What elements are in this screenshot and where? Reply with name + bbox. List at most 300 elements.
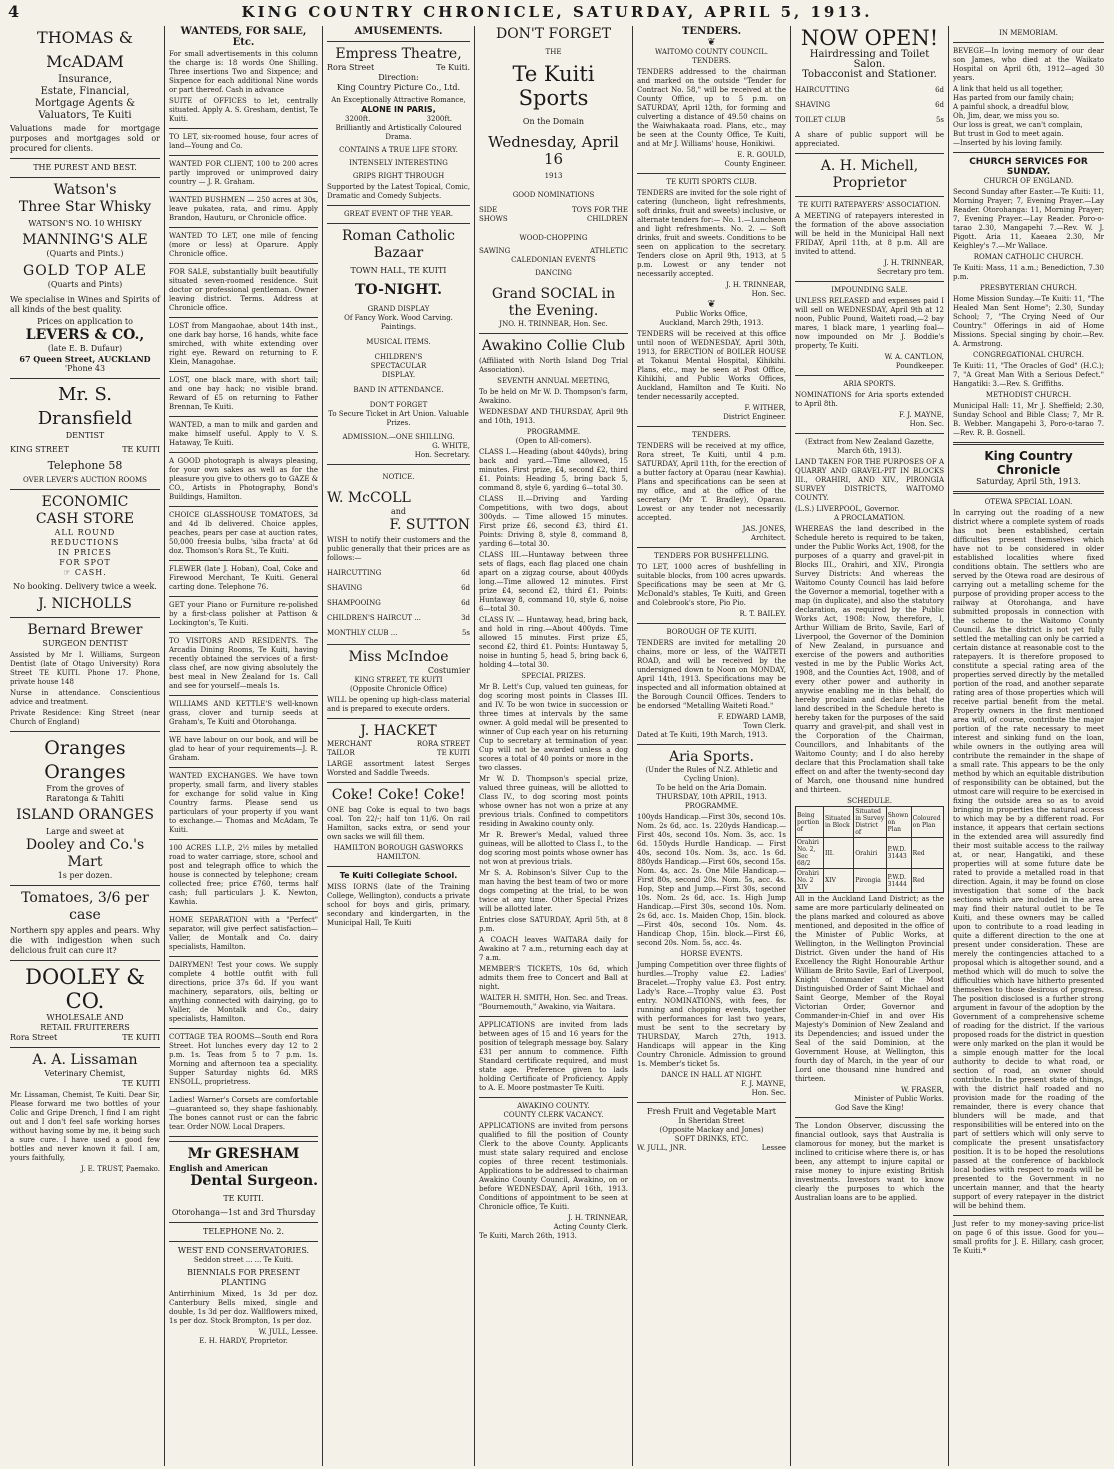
poem-line: A link that held us all together, bbox=[953, 85, 1063, 93]
gazette-body2: All in the Auckland Land District; as the same are more particularly delineated on the plans marked and coloured as above mentioned, and deposited in the office of the Minister of Public Works, at Wellington, in the Wellington Provincial District. Given under the hand of His Excellency the Right Honourable Arthur William de Brito Savile, Earl of Liverpool, Knight Commander of the Most Distinguished Order of Saint Michael and Saint George, Member of the Royal Victorian Order, Governor and Commander-in-Chief in and over His Majesty's Dominion of New Zealand and its Dependencies; and issued under the Seal of the said Dominion, at the Government House, at Wellington, this fourth day of March, in the year of our Lord one thousand nine hundred and thirteen. bbox=[795, 895, 944, 1083]
biennials-body: Antirrhinium Mixed, 1s 3d per doz. Canterbury Bells mixed, single and double, 1s 3d per doz. Wallflowers mixed, 1s per doz. Stock Brompton, 1s per doz. bbox=[169, 1290, 318, 1325]
price-row bbox=[795, 101, 944, 110]
tomatoes-body: Northern spy apples and pears. Why die with indigestion when such delicious fruit can cure it? bbox=[10, 926, 160, 955]
wines-text: We specialise in Wines and Spirits of all kinds of the best quality. bbox=[10, 295, 160, 314]
ratepayers-sign: J. H. TRINNEAR, bbox=[884, 259, 944, 267]
brewer-sub: SURGEON DENTIST bbox=[42, 639, 128, 648]
oranges-large: Large and sweet at bbox=[45, 827, 125, 836]
wanted-ad: 100 ACRES L.I.P., 2½ miles by metalled road to water carriage, store, school and post and telegraph office to which the house is connected by telephone; cream collected free; price £760, terms half cash; full particulars J. K. Newton, Kawhia. bbox=[169, 844, 318, 906]
tenders2-sign: JAS. JONES, bbox=[742, 525, 786, 533]
sports-sawing: SAWING bbox=[479, 247, 511, 255]
church-name: CHURCH OF ENGLAND. bbox=[983, 177, 1074, 185]
gresham-town: TE KUITI. bbox=[223, 1194, 264, 1203]
notice-head: NOTICE. bbox=[382, 473, 415, 481]
ratepayers-title: TE KUITI RATEPAYERS' ASSOCIATION. bbox=[798, 201, 941, 209]
bazaar-children: CHILDREN'S bbox=[374, 353, 423, 361]
county-date: Te Kuiti, March 26th, 1913. bbox=[479, 1232, 577, 1240]
collie-held: To be held on Mr W. D. Thompson's farm, Awakino. bbox=[479, 388, 628, 405]
gazette-land: LAND TAKEN FOR THE PURPOSES OF A QUARRY AND GRAVEL-PIT IN BLOCKS III., ORAHIRI, AND XIV., PIRONGIA SURVEY DISTRICTS, WAITOMO COUNTY. bbox=[795, 458, 944, 502]
column-2 bbox=[164, 26, 322, 1466]
schedule-cell: XIV bbox=[823, 869, 853, 893]
ratepayers-role: Secretary pro tem. bbox=[877, 268, 944, 276]
aria-notice-sign: F. J. MAYNE, bbox=[899, 411, 944, 419]
aria-rules: (Under the Rules of N.Z. Athletic and Cycling Union). bbox=[645, 766, 778, 783]
collie-dates: WEDNESDAY AND THURSDAY, April 9th and 10th, 1913. bbox=[479, 408, 628, 425]
publicworks-role: District Engineer. bbox=[723, 413, 786, 421]
wanted-ad: FLEWER (late J. Hoban), Coal, Coke and Firewood Merchant, Te Kuiti. General carting done. Telephone 76. bbox=[169, 565, 318, 591]
schedule-cell: Orahiri bbox=[854, 838, 886, 869]
price-item: SHAMPOOING bbox=[327, 599, 381, 607]
price-item: HAIRCUTTING bbox=[795, 86, 850, 94]
money-notice: Just refer to my money-saving price-list on page 6 of this issue. Good for you—small profits for J. E. Hillary, cash grocer, Te Kuiti.* bbox=[953, 1220, 1104, 1255]
price-value: 6d bbox=[461, 584, 470, 592]
thomas-note: Valuations made for mortgage purposes and mortgages sold or procured for clients. bbox=[10, 124, 160, 153]
church-body: Te Kuiti: Mass, 11 a.m.; Benediction, 7.30 p.m. bbox=[953, 264, 1104, 281]
gazette-procl: A PROCLAMATION. bbox=[834, 514, 905, 522]
schedule-table bbox=[795, 806, 944, 893]
aria-notice-role: Hon. Sec. bbox=[909, 420, 944, 428]
poem-line: Has parted from our family chain; bbox=[953, 94, 1074, 102]
publicworks-title: Public Works Office, bbox=[675, 310, 748, 318]
schedule-header: Situated in Survey District of bbox=[854, 807, 886, 838]
gazette-schedule: SCHEDULE. bbox=[847, 797, 892, 805]
price-item: SHAVING bbox=[327, 584, 363, 592]
bazaar-white: G. WHITE, bbox=[432, 442, 470, 450]
church-name: METHODIST CHURCH. bbox=[985, 391, 1072, 399]
collie-affil: (Affiliated with North Island Dog Trial Association). bbox=[479, 357, 628, 374]
publicworks-sign: F. WITHER, bbox=[744, 404, 786, 412]
mccoll-name: W. McCOLL bbox=[327, 490, 411, 506]
page-number: 4 bbox=[8, 2, 20, 21]
collie-class: CLASS I.—Heading (about 440yds), bring back and yard.—Time allowed, 15 minutes. First prize, £4, second £2, third £1. Points: Heading 5, bring back 5, command 8, style 6, yarding 6—total 30. bbox=[479, 448, 628, 492]
price-row bbox=[795, 116, 944, 125]
borough-date: Dated at Te Kuiti, 19th March, 1913. bbox=[637, 731, 768, 739]
lissaman-letter: Mr. Lissaman, Chemist, Te Kuiti. Dear Sir, Please forward me two bottles of your Colic and Gripe Drench, I find I am right out and I don't feel safe working horses without having some by me, it being such a sure cure. I have used a good few bottles and never known it fail. I am, yours faithfully, bbox=[10, 1091, 160, 1162]
gazette-body1: WHEREAS the land described in the Schedule hereto is required to be taken, under the Public Works Act, 1908, for the purposes of a quarry and gravel-pit in Blocks III., Orahiri, and XIV., Pirongia Survey Districts: And whereas the Waitomo County Council has laid before the Governor a memorial, together with a map (in duplicate), and also the statutory declaration, as required by the Public Works Act, 1908: Now, therefore, I, Arthur William de Brito, Savile, Earl of Liverpool, the Governor of the Dominion of New Zealand, in pursuance and exercise of the powers and authorities vested in me by the Public Works Act, 1908, and the Counties Act, 1908, and of every other power and authority in anywise enabling me in this behalf, do hereby proclaim and declare that the land described in the Schedule hereto is hereby taken for the purposes of the said quarry and gravel-pit, and shall vest in the Corporation of the Chairman, Councillors, and Inhabitants of the Waitomo County; and I do also hereby declare that this Proclamation shall take effect on and after the twenty-second day of March, one thousand nine hundred and thirteen. bbox=[795, 525, 944, 794]
borough-role: Town Clerk. bbox=[743, 722, 786, 730]
line: REDUCTIONS bbox=[50, 538, 120, 547]
sports-date: Wednesday, April 16 bbox=[488, 133, 619, 168]
empress-supported: Supported by the Latest Topical, Comic, Dramatic and Comedy Subjects. bbox=[327, 183, 470, 200]
mcindoe-sub: Costumier bbox=[427, 666, 470, 675]
sports-side: SIDE bbox=[479, 206, 498, 214]
aria-notice-title: ARIA SPORTS. bbox=[843, 380, 896, 388]
gresham-title: Mr GRESHAM bbox=[187, 1146, 300, 1162]
line: ☞ CASH. bbox=[63, 568, 107, 577]
masthead: KING COUNTRY CHRONICLE, SATURDAY, APRIL 5, 1913. bbox=[241, 3, 873, 21]
sports-trinnear: JNO. H. TRINNEAR, Hon. Sec. bbox=[499, 320, 608, 328]
price-value: 6d bbox=[935, 101, 944, 109]
dooley-co-town: TE KUITI bbox=[122, 1033, 160, 1042]
collie-special-item: Entries close SATURDAY, April 5th, at 8 p.m. bbox=[479, 916, 628, 933]
levers-title: LEVERS & CO., bbox=[25, 327, 145, 343]
gazette-role: Minister of Public Works. bbox=[854, 1095, 944, 1103]
collie-place: "Bournemouth," Awakino, via Waitara. bbox=[479, 1003, 616, 1011]
wanted-ad: SUITE of OFFICES to let, centrally situated. Apply A. S. Gresham, dentist, Te Kuiti. bbox=[169, 97, 318, 123]
sports-social: Grand SOCIAL in the Evening. bbox=[491, 286, 616, 319]
dooley-co-sub2: RETAIL FRUITERERS bbox=[40, 1023, 130, 1032]
aria-horse: HORSE EVENTS. bbox=[680, 950, 743, 958]
collie-class: CLASS IV. — Huntaway, head, bring back, and hold in ring.—About 400yds. Time allowed 15 minutes. First prize £5, second £2, third £1. Points: Huntaway 5, noise in hunting 5, head 5, bring back 6, holding 4—total 30. bbox=[479, 616, 628, 669]
coke-body: ONE bag Coke is equal to two bags coal. Ton 22/-; half ton 11/6. On rail Hamilton, sacks extra, or send your own sacks we will fill them. bbox=[327, 806, 470, 841]
empress-film: ALONE IN PARIS, bbox=[361, 105, 436, 114]
price-value: 5s bbox=[461, 629, 470, 637]
collie-programme: PROGRAMME. bbox=[526, 428, 581, 436]
bazaar-band: BAND IN ATTENDANCE. bbox=[353, 386, 444, 394]
levers-phone: 'Phone 43 bbox=[64, 364, 106, 373]
sports-domain: On the Domain bbox=[522, 117, 585, 126]
sports-nominations: GOOD NOMINATIONS bbox=[512, 191, 595, 199]
dransfield-title: Mr. S. Dransfield bbox=[37, 384, 133, 429]
church-head: CHURCH SERVICES FOR SUNDAY. bbox=[969, 157, 1088, 177]
bazaar-sec: Hon. Secretary. bbox=[414, 451, 470, 459]
empress-romance: An Exceptionally Attractive Romance, bbox=[331, 96, 466, 104]
empress-coloured: Brilliantly and Artistically Coloured Drama. bbox=[335, 124, 462, 141]
impounding-role: Poundkeeper. bbox=[895, 362, 944, 370]
impounding-sign: W. A. CANTLON, bbox=[884, 353, 944, 361]
memoriam-body: BEVEGE—In loving memory of our dear son James, who died at the Waikato Hospital on April 6th, 1912—aged 30 years. bbox=[953, 47, 1104, 82]
salon-price-list bbox=[795, 86, 944, 125]
impounding-body: UNLESS RELEASED and expenses paid I will sell on WEDNESDAY, April 9th at 12 noon, Public Pound, Waiteti road,—2 bay mares, 1 black mare, 1 yearling foal—now impounded on Mr J. Boddie's property, Te Kuiti. bbox=[795, 297, 944, 350]
conservatories-lessee: W. JULL, Lessee. bbox=[258, 1328, 318, 1336]
dransfield-town: TE KUITI bbox=[122, 445, 160, 454]
schedule-cell: III. bbox=[823, 838, 853, 869]
conservatories-line: Seddon street ... ... Te Kuiti. bbox=[193, 1256, 294, 1264]
poem-line: Our loss is great, we can't complain, bbox=[953, 121, 1083, 129]
bazaar-fancy: Of Fancy Work. Wood Carving. Paintings. bbox=[344, 314, 453, 331]
sports-children: CHILDREN bbox=[587, 215, 628, 223]
wanted-ads-list bbox=[169, 97, 318, 1137]
ratepayers-body: A MEETING of ratepayers interested in the formation of the above association will be held in the Municipal Hall next FRIDAY, April 11th, at 8 p.m. All are invited to attend. bbox=[795, 212, 944, 256]
wanted-ad: TO LET, six-roomed house, four acres of land—Young and Co. bbox=[169, 133, 318, 150]
sportsclub-title: TE KUITI SPORTS CLUB. bbox=[666, 178, 757, 186]
dransfield-phone: Telephone 58 bbox=[47, 459, 123, 472]
column-5 bbox=[632, 26, 790, 1466]
sports-shows: SHOWS bbox=[479, 215, 508, 223]
county-vacancy: COUNTY CLERK VACANCY. bbox=[503, 1111, 604, 1119]
notice-price-list bbox=[327, 569, 470, 638]
county-body: APPLICATIONS are invited from persons qualified to fill the position of County Clerk to the above County. Applicants must state salary required and enclose copies of three recent testimonials. Applications to be addressed to chairman Awakino County Council, Awakino, on or before WEDNESDAY, April 16th, 1913. Conditions of appointment to be seen at Chronicle office, Te Kuiti. bbox=[479, 1122, 628, 1211]
bushfelling-title: TENDERS FOR BUSHFELLING. bbox=[654, 552, 769, 560]
wanted-ad: LOST from Mangaohae, about 14th inst., one dark bay horse, 16 hands, white face smirched, with white extending over right eye. Reward on returning to F. Klein, Managohae. bbox=[169, 322, 318, 366]
line: Estate, Financial, bbox=[40, 86, 130, 97]
watsons-title: Watson's bbox=[53, 182, 117, 198]
church-body: Home Mission Sunday.—Te Kuiti: 11, "The Healed Man Sent Home"; 2.30, Sunday School; 7, "The Crying Need of Our Country." Offerings in aid of Home Missions. Special singing by choir.—Rev. A. Armstrong. bbox=[953, 295, 1104, 348]
dransfield-sub: DENTIST bbox=[65, 431, 105, 440]
church-body: Municipal Hall: 11, Mr J. Sheffield; 2.30, Sunday School and Bible Class; 7, Mr R. B. Webber. Mangapehi 3, Poro-o-tarao 7.—Rev. R. B. Gosnell. bbox=[953, 402, 1104, 437]
economic-title: ECONOMIC bbox=[41, 494, 129, 510]
collie-classes bbox=[479, 448, 628, 670]
price-value: 6d bbox=[935, 86, 944, 94]
loan-body: In carrying out the roading of a new district where a complete system of roads has not been established, certain difficulties present themselves which have not to be considered in older established localities where fixed conditions obtain. The settlers who are served by the Otewa road are desirous of carrying out a metalling scheme for the purpose of providing proper access to the railway at Otorohanga, and have submitted proposals in connection with the scheme to the Waitomo County Council. As the district is not yet fully settled the metalling can only be carried a certain distance at reasonable cost to the ratepayers. It is therefore proposed to constitute a special rating area of the properties served directly by the metalled portion of the road, and another separate rating area of those properties which will receive partial benefit from the metal. Property owners in the first mentioned area will, of course, contribute the major portion of the rate necessary to meet interest and sinking fund on the loan, while owners in the outlying area will contribute the remainder in the shape of a small rate. This appears to be the only method by which an equitable distribution of responsibility can be obtained, but the utmost care will require to be exercised in fixing the outside area so as to avoid bringing in properties the natural access to which may be by a different road. For instance, it appears that certain sections in the extended area will assuredly find their most suitable access to the railway at, or near, Hangatiki, and these properties will at some future date be rated to provide a metalled road in that direction. Again, it may be found on close investigation that some of the back sections which are included in the area may find their natural outlet to be Te Kuiti, and these owners may be called upon to contribute to a road leading in quite a different direction to the one at present under consideration. These are merely the contingencies attached to a proposal which is altogether sound, and a method which will do much to solve the difficulties which have hitherto presented themselves to those desirous of progress. The position disclosed is a further strong argument in favour of the adoption by the Government of a comprehensive scheme of roading for the district. If the various proposed roads for the district in question were only marked on the plan it would be a simple enough matter for the local authority to decide to what road, or section of road, an owner should contribute. In the present state of things, with the district half roaded and no provision made for the roading of the remainder, there is every chance that blunders will be made, and that responsibilities will be entered into on the part of settlers which will only serve to complicate the present unsatisfactory position. It is to be hoped the resolutions passed at the conference of backblock local bodies with respect to roads will be presented to the Government in no uncertain manner, and that the hearty support of every ratepayer in the district will be behind them. bbox=[953, 509, 1105, 1210]
price-row bbox=[327, 629, 470, 638]
line: Valuators, Te Kuiti bbox=[38, 110, 132, 121]
amusements-head: AMUSEMENTS. bbox=[354, 26, 443, 37]
bazaar-admission: ADMISSION.—ONE SHILLING. bbox=[342, 433, 455, 441]
wanted-ad: Ladies! Warner's Corsets are comfortable—guaranteed so, they shape fashionably. The bones cannot rust or can the fabric tear. Order NOW. Local Drapers. bbox=[169, 1096, 318, 1131]
collie-special-item: Mr R. Brewer's Medal, valued three guineas, will be allotted to Class I., to the dog scoring most points whose owner has not won at previous trials. bbox=[479, 831, 628, 866]
schedule-header: Being portion of bbox=[796, 807, 824, 838]
gresham-sub: English and American bbox=[169, 1163, 268, 1173]
biennials-title: BIENNIALS FOR PRESENT PLANTING bbox=[187, 1268, 300, 1287]
bazaar-tonight: TO-NIGHT. bbox=[355, 282, 442, 298]
wanted-ad: WE have labour on our book, and will be glad to hear of your requirements—J. R. Graham. bbox=[169, 736, 318, 762]
fruit-soft: SOFT DRINKS, ETC. bbox=[674, 1135, 749, 1143]
london-observer: The London Observer, discussing the financial outlook, says that Australia is clamorous for money, but the market is inclined to criticise where there is, or has been, any attempt to injure capital or raise money to injure existing British investments. Investors want to know clearly the purposes to which the Australian loans are to be applied. bbox=[795, 1122, 944, 1202]
waitomo-body: TENDERS addressed to the chairman and marked on the outside "Tender for Contract No. 58," will be received at the County Office, up to 5 p.m. on SATURDAY, April 12th, for forming and culverting a distance of 49.50 chains on the Waiwhakaata road. Plans, etc., may be seen at the County Office, Te Kuiti, and at Mr J. Williams' house, Honikiwi. bbox=[637, 68, 786, 148]
fruit-opp: (Opposite Mackay and Jones) bbox=[659, 1126, 764, 1134]
bushfelling-sign: R. T. BAILEY. bbox=[739, 610, 786, 618]
lissaman-town: TE KUITI bbox=[122, 1079, 160, 1088]
wanted-ad: DAIRYMEN! Test your cows. We supply complete 4 bottle outfit with full directions, price 37s 6d. If you want machinery, separators, oils, belting or anything connected with dairying, go to Valler, de Montalk and Co., dairy specialists, Hamilton. bbox=[169, 961, 318, 1023]
hacket-merchant: MERCHANT bbox=[327, 740, 372, 748]
dooley-co-sub: WHOLESALE AND bbox=[46, 1013, 124, 1022]
levers-address: 67 Queen Street, AUCKLAND bbox=[19, 354, 151, 364]
schedule-header: Shown on Plan bbox=[886, 807, 911, 838]
empress-grips: GRIPS RIGHT THROUGH bbox=[352, 172, 445, 180]
manning-sub: (Quarts and Pints.) bbox=[46, 249, 124, 258]
waitomo-title: WAITOMO COUNTY COUNCIL. bbox=[655, 48, 768, 56]
waitomo-role: County Engineer. bbox=[724, 160, 786, 168]
gresham-phone: TELEPHONE No. 2. bbox=[202, 1227, 285, 1236]
line: ALL ROUND bbox=[54, 528, 116, 537]
mcindoe-street: KING STREET, TE KUITI bbox=[354, 676, 443, 684]
wanted-ad: WANTED, a man to milk and garden and make himself useful. Apply to V. S. Hataway, Te Kuiti. bbox=[169, 421, 318, 447]
church-body: Second Sunday after Easter.—Te Kuiti: 11, Morning Prayer; 7, Evening Prayer.—Lay Reader. Otorohanga: 11, Morning Prayer; 7, Evening Prayer.—Lay Reader. Poro-o-tarao 2.30, Mangapehi 7.—Rev. W. J. Pigott. Aria 11, Kaeaea 2.30, Mr Keighley's 7.—Mr Wallace. bbox=[953, 188, 1104, 250]
hacket-town: TE KUITI bbox=[436, 749, 470, 757]
watsons-sub: Three Star Whisky bbox=[18, 199, 152, 215]
coke-works: HAMILTON BOROUGH GASWORKS HAMILTON. bbox=[333, 844, 464, 861]
notice-body: WISH to notify their customers and the public generally that their prices are as follows:— bbox=[327, 536, 470, 562]
line: IN PRICES bbox=[58, 548, 112, 557]
county-sign: J. H. TRINNEAR, bbox=[568, 1214, 628, 1222]
column-3 bbox=[322, 26, 474, 1466]
purest-line: THE PUREST AND BEST. bbox=[33, 163, 137, 172]
wanted-ad: COTTAGE TEA ROOMS—South end Rora Street. Hot lunches every day 12 to 2 p.m. 1s. Teas from 5 to 7 p.m. 1s. Morning and afternoon tea a speciality. Supper Saturday nights 6d. MRS ENSOLL, proprietress. bbox=[169, 1033, 318, 1086]
wanted-ad: LOST, one black mare, with short tail; and one bay hack; no visible brand. Reward of £5 on returning to Father Brennan, Te Kuiti. bbox=[169, 376, 318, 411]
empress-direction: Direction: bbox=[378, 73, 419, 82]
aria-dance: DANCE IN HALL AT NIGHT. bbox=[660, 1071, 763, 1079]
economic-lines bbox=[10, 528, 160, 578]
mcindoe-opp: (Opposite Chronicle Office) bbox=[349, 685, 448, 693]
oranges-place: Raratonga & Tahiti bbox=[46, 794, 124, 803]
goldtop-title: GOLD TOP ALE bbox=[23, 263, 147, 279]
church-services-list bbox=[953, 177, 1104, 438]
wanted-ad: TO VISITORS AND RESIDENTS. The Arcadia Dining Rooms, Te Kuiti, having recently obtained the services of a first-class chef, are now giving absolutely the best meal in New Zealand for 1s. Call and see for yourself—meals 1s. bbox=[169, 637, 318, 690]
column-1 bbox=[6, 26, 164, 1466]
dooley-co-street: Rora Street bbox=[10, 1033, 58, 1042]
wanteds-terms: For small advertisements in this column the charge is: 18 words One Shilling. Three insertions Two and Sixpence; and Sixpence for each additional Nine words or part thereof. Cash in advance bbox=[169, 50, 318, 94]
oranges-from: From the groves of bbox=[46, 784, 124, 793]
price-row bbox=[327, 584, 470, 593]
sports-title: Te Kuiti Sports bbox=[512, 62, 595, 110]
price-row bbox=[327, 614, 470, 623]
aria-held: To be held on the Aria Domain. bbox=[656, 784, 767, 792]
wanted-ad: CHOICE GLASSHOUSE TOMATOES, 3d and 4d lb delivered. Choice apples, peaches, pears per case at auction rates, 50,000 freesia bulbs, 'siba fracta' at 6d doz. Thomson's Rora St., Te Kuiti. bbox=[169, 511, 318, 555]
collie-special-item: A COACH leaves WAITARA daily for Awakino at 7 a.m., returning each day at 7 a.m. bbox=[479, 936, 628, 962]
crest-icon: ❦ bbox=[707, 299, 716, 310]
sports-year: 1913 bbox=[544, 172, 563, 180]
bazaar-musical: MUSICAL ITEMS. bbox=[366, 338, 431, 346]
brewer-title: Bernard Brewer bbox=[27, 622, 143, 638]
bazaar-dont: DON'T FORGET bbox=[369, 401, 428, 409]
dooley-co-title: DOOLEY & CO. bbox=[25, 965, 145, 1013]
crest-icon: ❦ bbox=[707, 37, 716, 48]
schedule-cell: Red bbox=[911, 869, 943, 893]
wanteds-head: WANTEDS, FOR SALE, Etc. bbox=[180, 26, 307, 48]
publicworks-body: TENDERS will be received at this office until noon of WEDNESDAY, April 30th, 1913, for ERECTION of BOILER HOUSE at Tokanui Mental Hospital, Kihikihi. Plans, etc., may be seen at Post Office, Kihikihi, and Public Works Offices, Auckland, Hamilton and Te Kuiti. No tender necessarily accepted. bbox=[637, 330, 786, 401]
wanted-ad: A GOOD photograph is always pleasing, for your own sakes as well as for the pleasure you give to others go to GAZE & CO., Artists in Photography, Bond's Buildings, Hamilton. bbox=[169, 457, 318, 501]
economic-booking: No booking. Delivery twice a week. bbox=[13, 582, 157, 591]
collie-class: CLASS III.—Huntaway between three sets of flags, each flag placed one chain apart on a zigzag course, about 400yds long.—Time allowed 12 minutes. First prize £4, second £2, third £1. Points: Huntaway 8, command 10, style 6, noise 6—total 30. bbox=[479, 551, 628, 613]
bazaar-display: DISPLAY. bbox=[381, 371, 416, 379]
bazaar-great: GREAT EVENT OF THE YEAR. bbox=[343, 210, 454, 218]
tomatoes-title: Tomatoes, 3/6 per case bbox=[21, 890, 149, 923]
sports-wood: WOOD-CHOPPING bbox=[519, 234, 588, 242]
memoriam-head: IN MEMORIAM. bbox=[999, 29, 1058, 37]
gazette-ls: (L.S.) LIVERPOOL, Governor. bbox=[795, 505, 900, 513]
collie-special-item: MEMBER'S TICKETS, 10s 6d, which admits them free to Concert and Ball at night. bbox=[479, 965, 628, 991]
michell-proprietor: A. H. Michell, Proprietor bbox=[820, 158, 919, 191]
publicworks-date: Auckland, March 29th, 1913. bbox=[659, 319, 764, 327]
bushfelling-body: TO LET, 1000 acres of bushfelling in suitable blocks, from 100 acres upwards. Specifications may be seen at Mr G. McDonald's stables, Te Kuiti, and Green and Colebrook's store, Pio Pio. bbox=[637, 563, 786, 607]
impounding-title: IMPOUNDING SALE. bbox=[831, 286, 908, 294]
sports-dancing: DANCING bbox=[535, 269, 572, 277]
price-item: MONTHLY CLUB ... bbox=[327, 629, 398, 637]
bazaar-spectacular: SPECTACULAR bbox=[370, 362, 427, 370]
poem-line: But trust in God to meet again. bbox=[953, 130, 1064, 138]
paper-date: Saturday, April 5th, 1913. bbox=[976, 477, 1081, 486]
levers-sub: (late E. B. Dufaur) bbox=[47, 344, 123, 353]
price-item: TOILET CLUB bbox=[795, 116, 846, 124]
sports-toys: TOYS FOR THE bbox=[571, 206, 628, 214]
collegiate-title: Te Kuiti Collegiate School. bbox=[339, 871, 458, 880]
oranges-title: Oranges Oranges bbox=[44, 737, 126, 783]
collie-meeting: SEVENTH ANNUAL MEETING, bbox=[497, 377, 610, 385]
bazaar-secure: To Secure Ticket in Art Union. Valuable Prizes. bbox=[328, 410, 469, 427]
wanted-ad: WANTED TO LET, one mile of fencing (more or less) at Oparure. Apply Chronicle office. bbox=[169, 232, 318, 258]
sportsclub-sign: J. H. TRINNEAR, bbox=[726, 281, 786, 289]
poem-line: Oh, Jim, dear, we miss you so. bbox=[953, 112, 1060, 120]
empress-title: Empress Theatre, bbox=[335, 46, 462, 62]
collie-sign: WALTER H. SMITH, Hon. Sec. and Treas. bbox=[480, 994, 628, 1002]
loan-head: OTEWA SPECIAL LOAN. bbox=[984, 498, 1073, 506]
wanted-ad: HOME SEPARATION with a "Perfect" separator, will give perfect satisfaction—Valler, de Montalk and Co. dairy specialists, Hamilton. bbox=[169, 916, 318, 951]
collegiate-body: MISS IORNS (late of the Training College, Wellington), conducts a private school for boys and girls, primary, secondary and kindergarten, in the Municipal Hall, Te Kuiti bbox=[327, 883, 470, 927]
fruit-jull: W. JULL, JNR. bbox=[637, 1144, 687, 1152]
empress-story: CONTAINS A TRUE LIFE STORY. bbox=[339, 146, 458, 154]
line: Mortgage Agents & bbox=[34, 98, 136, 109]
collie-special-item: Mr W. D. Thompson's special prize, valued three guineas, will be allotted to Class IV., to dog scoring most points whose owner has not won a prize at any previous trials. Confined to competitors residing in Awakino county only. bbox=[479, 775, 628, 828]
empress-intense: INTENSELY INTERESTING bbox=[349, 159, 448, 167]
economic-title-2: CASH STORE bbox=[35, 511, 135, 527]
sports-athletic: ATHLETIC bbox=[590, 247, 628, 255]
county-role: Acting County Clerk. bbox=[553, 1223, 628, 1231]
fruit-title: Fresh Fruit and Vegetable Mart bbox=[647, 1107, 776, 1116]
memoriam-poem bbox=[953, 85, 1104, 148]
thomas-mcadam-title: THOMAS & McADAM bbox=[37, 28, 133, 71]
telegraph-applications: APPLICATIONS are invited from lads between ages of 15 and 16 years for the position of telegraph message boy. Salary £31 per annum to commence. Fifth Standard certificate required, and must state age. Preference given to lads holding Certificate of Proficiency. Apply to A. E. Moore postmaster Te Kuiti. bbox=[479, 1021, 628, 1092]
line: Insurance, bbox=[58, 74, 112, 85]
price-row bbox=[795, 86, 944, 95]
mcindoe-body: WILL be opening up high-class material and is prepared to execute orders. bbox=[327, 696, 470, 713]
gresham-dates: Otorohanga—1st and 3rd Thursday bbox=[171, 1208, 316, 1217]
empress-company: King Country Picture Co., Ltd. bbox=[336, 83, 461, 92]
film-length-2: 3200ft. bbox=[426, 115, 452, 123]
price-row bbox=[327, 569, 470, 578]
prices-text: Prices on application to bbox=[37, 317, 133, 326]
collie-specials bbox=[479, 683, 628, 992]
wanted-ad: WILLIAMS AND KETTLE'S well-known grass, clover and turnip seeds at Graham's, Te Kuiti and Otorohanga. bbox=[169, 700, 318, 726]
collie-special-item: Mr B. Lett's Cup, valued ten guineas, for dog scoring most points in Classes III. and IV. To be won twice in succession or three times at intervals by the same owner. A gold medal will be presented to winner of Cup each year on his returning Cup to secretary at termination of year. Cup will not be awarded unless a dog scores a total of 40 points or more in the two classes. bbox=[479, 683, 628, 772]
church-body: Te Kuiti: 11, "The Oracles of God" (H.C.); 7, "A Great Man With a Serious Defect." Hangatiki: 3.—Rev. S. Griffiths. bbox=[953, 362, 1104, 388]
schedule-cell: P.W.D. 31443 bbox=[886, 838, 911, 869]
notice-and: and bbox=[390, 507, 407, 516]
brewer-private: Private Residence: King Street (near Church of England) bbox=[10, 709, 160, 726]
gazette-sign: W. FRASER, bbox=[900, 1086, 944, 1094]
gazette-extract: (Extract from New Zealand Gazette, March 6th, 1913). bbox=[805, 438, 934, 455]
schedule-cell: Orahiri No. 2, Sec 68/2 bbox=[796, 838, 824, 869]
sportsclub-body: TENDERS are invited for the sole right of catering (luncheon, light refreshments, soft drinks, fruit and sweets) inclusive, or alternate tenders for:— No. 1.—Luncheon and light refreshments. No. 2. — Soft drinks, fruit and sweets. Conditions to be seen on application to the secretary. Tenders close on April 9th, 1913, at 5 p.m. Lowest or any tender not necessarily accepted. bbox=[637, 189, 786, 278]
aria-notice-body: NOMINATIONS for Aria sports extended to April 8th. bbox=[795, 391, 944, 408]
price-value: 5s bbox=[935, 116, 944, 124]
tenders-head: TENDERS. bbox=[681, 26, 742, 37]
newspaper-columns bbox=[6, 26, 1108, 1466]
poem-line: A painful shock, a dreadful blow, bbox=[953, 103, 1070, 111]
conservatories-title: WEST END CONSERVATORIES. bbox=[177, 1246, 310, 1255]
dransfield-street: KING STREET bbox=[10, 445, 69, 454]
line: FOR SPOT bbox=[59, 558, 111, 567]
page-header bbox=[0, 0, 1114, 24]
now-open-title: NOW OPEN! bbox=[800, 26, 939, 50]
wanted-ad: WANTED FOR CLIENT, 100 to 200 acres partly improved or unimproved dairy country — J. R. Graham. bbox=[169, 160, 318, 186]
sportsclub-role: Hon. Sec. bbox=[751, 290, 786, 298]
schedule-header: Situated in Block bbox=[823, 807, 853, 838]
island-oranges: ISLAND ORANGES bbox=[16, 807, 154, 823]
collie-class: CLASS II.—Driving and Yarding Competitions, with two dogs, about 300yds. — Time allowed 15 minutes. First prize £6, second £3, third £1. Points: Driving 8, style 8, command 8, yarding 6—total 30. bbox=[479, 495, 628, 548]
wanted-ad: WANTED EXCHANGES. We have town property, small farm, and livery stables for exchange for solid value in King Country farms. Please send us particulars of your property if you want to exchange.— Thomas and McAdam, Te Kuiti. bbox=[169, 772, 318, 834]
aria-body: 100yds Handicap.—First 30s, second 10s. Nom. 2s 6d, acc. 1s. 220yds Handicap.—First 40s, second 10s. Nom. 3s, acc. 1s 6d. 150yds Hurdle Handicap. — First 40s, second 10s. Nom. 3s, acc. 1s 6d. 880yds Handicap.—First 60s, second 15s. Nom. 4s, acc. 2s. One Mile Handicap.—First 80s, second 20s. Nom. 5s, acc. 4s. Hop, Step and Jump.—First 30s, second 10s. Nom. 2s 6d, acc. 1s. High Jump Handicap.—First 30s, second 10s. Nom. 2s 6d, acc. 1s. Maiden Chop, 15in. block.—First 40s, second 10s. Nom. 4s. Handicap Chop, 15in. block.—First £6, second 20s. Nom. 5s, acc. 4s. bbox=[637, 813, 786, 947]
awakino-county-title: AWAKINO COUNTY. bbox=[517, 1102, 590, 1110]
column-7 bbox=[948, 26, 1108, 1466]
hacket-rora: RORA STREET bbox=[416, 740, 470, 748]
empress-town: Te Kuiti. bbox=[436, 63, 470, 72]
dransfield-rooms: OVER LEVER'S AUCTION ROOMS bbox=[23, 476, 147, 484]
aria-date: THURSDAY, 10th APRIL, 1913. bbox=[656, 793, 767, 801]
tenders2-title: TENDERS. bbox=[692, 431, 731, 439]
dooley-mart: Dooley and Co.'s Mart bbox=[25, 837, 145, 870]
salon-title: Hairdressing and Toilet Salon. bbox=[809, 49, 930, 70]
schedule-header: Coloured on Plan bbox=[911, 807, 943, 838]
aria-title: Aria Sports. bbox=[668, 749, 754, 765]
brewer-nurse: Nurse in attendance. Conscientious advice and treatment. bbox=[10, 689, 160, 706]
borough-body: TENDERS are invited for metalling 20 chains, more or less, of the WAITETI ROAD, and will be received by the undersigned down to Noon on MONDAY, April 14th, 1913. Specifications may be inspected and all information obtained at the Borough Council Offices. Tenders to be endorsed "Metalling Waiteti Road." bbox=[637, 639, 786, 710]
poem-line: —Inserted by his loving family. bbox=[953, 139, 1063, 147]
sports-the: THE bbox=[545, 48, 562, 56]
nicholls-name: J. NICHOLLS bbox=[38, 596, 132, 612]
collie-special: SPECIAL PRIZES. bbox=[521, 672, 586, 680]
price-value: 6d bbox=[461, 599, 470, 607]
column-4 bbox=[474, 26, 632, 1466]
wanted-ad: FOR SALE, substantially built beautifully situated seven-roomed residence. Suit doctor or professional gentleman. Owner leaving district. Terms. Address at Chronicle office. bbox=[169, 268, 318, 312]
empress-street: Rora Street bbox=[327, 63, 375, 72]
hacket-title: J. HACKET bbox=[360, 723, 437, 739]
sports-caledonian: CALEDONIAN EVENTS bbox=[511, 256, 596, 264]
sutton-name: F. SUTTON bbox=[389, 517, 470, 533]
collie-open: (Open to All-comers). bbox=[515, 437, 592, 445]
lissaman-sub: Veterinary Chemist, bbox=[44, 1069, 126, 1078]
brewer-body: Assisted by Mr I. Williams, Surgeon Dentist (late of Otago University) Rora Street TE KUITI. Phone 17. Phone, private house 148 bbox=[10, 651, 160, 686]
